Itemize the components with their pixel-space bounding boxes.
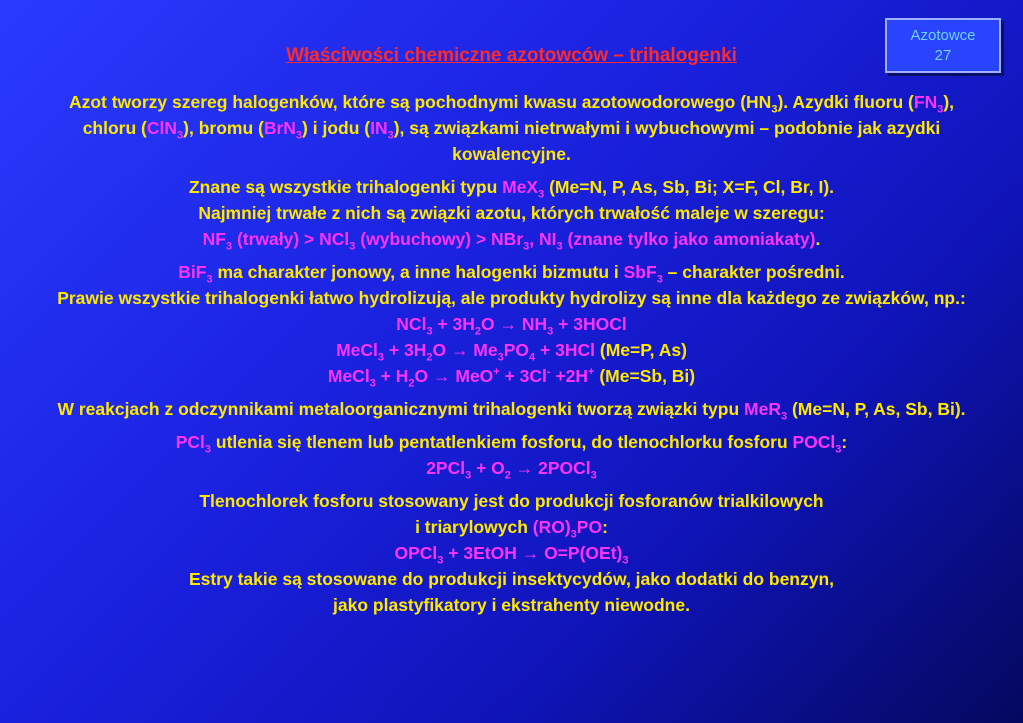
paragraph-tlenochlorek: Tlenochlorek fosforu stosowany jest do produkcji fosforanów trialkilowych i triarylowych $(RO)_3PO$: OPCl$_3$ + 3EtOH → $O=P(OEt)_3$ Estry takie są stosowane do produkcji insektycydów, jako dodatki do benzyn, jako plastyfikatory i ekstrahenty niewodne.	[188, 491, 835, 615]
equation-opcl3: OPCl$_3$ + 3EtOH → $O=P(OEt)_3$	[394, 543, 629, 567]
formula-ro3po: $(RO)_3PO$	[532, 517, 603, 541]
badge-section: Azotowce	[910, 26, 976, 44]
formula-sbf3: SbF$_3$	[623, 262, 663, 286]
formula-fn3: $FN_3$	[913, 92, 944, 116]
badge-number: 27	[934, 46, 952, 64]
page-title: Właściwości chemiczne azotowców – trihalogenki	[286, 45, 737, 66]
paragraph-hydroliza: BiF$_3$ ma charakter jonowy, a inne halogenki bizmutu i SbF$_3$ – charakter pośredni. Prawie wszystkie trihalogenki łatwo hydrolizują, ale produkty hydrolizy są inne dla każdego ze związków, np.: $NCl_3 + 3H_2O \to NH_3$ + 3HOCl MeCl$_3$ + $3H_2O \to Me_3PO_4 + 3HCl$ (Me=P, As) MeCl$_3$ + $H_2O \to MeO^+ + 3Cl^- +2H^+$ (Me=Sb, Bi)	[57, 262, 966, 390]
paragraph-azydki: Azot tworzy szereg halogenków, które są pochodnymi kwasu azotowodorowego $(HN_3)$. Azydki fluoru $(FN_3)$, chloru (ClN$_3$), bromu (BrN$_3$) i jodu $(IN_3)$, są związkami nietrwałymi i wybuchowymi – podobnie jak azydki kowalencyjne.	[68, 92, 955, 164]
paragraph-utlenianie: PCl$_3$ utlenia się tlenem lub pentatlenkiem fosforu, do tlenochlorku fosforu POCl$_3$: $2PCl_3 + O_2$ → 2POCl$_3$	[175, 432, 848, 482]
equation-mecl3-p-as: MeCl$_3$ + $3H_2O \to Me_3PO_4 + 3HCl$	[336, 340, 595, 364]
formula-brn3: BrN$_3$	[263, 118, 303, 142]
formula-bif3: BiF$_3$	[178, 262, 213, 286]
formula-mex3: MeX$_3$	[502, 177, 545, 201]
formula-in3: $IN_3$	[370, 118, 394, 142]
formula-mer3: MeR$_3$	[744, 399, 788, 423]
formula-pocl3: POCl$_3$	[792, 432, 842, 456]
equation-ncl3: $NCl_3 + 3H_2O \to NH_3$ + 3HOCl	[396, 314, 627, 338]
paragraph-metaloorganiczne: W reakcjach z odczynnikami metaloorganicznymi trihalogenki tworzą związki typu MeR$_3$ (Me=N, P, As, Sb, Bi).	[57, 399, 966, 423]
stability-series: $NF_3$ (trwały) > NCl$_3$ (wybuchowy) > NBr$_3$, $NI_3$ (znane tylko jako amoniakaty)	[202, 229, 816, 253]
equation-pcl3-oxidation: $2PCl_3 + O_2$ → 2POCl$_3$	[426, 458, 597, 482]
equation-mecl3-sb-bi: MeCl$_3$ + $H_2O \to MeO^+ + 3Cl^- +2H^+$	[327, 366, 595, 390]
formula-cln3: ClN$_3$	[146, 118, 184, 142]
paragraph-trihalogenki: Znane są wszystkie trihalogenki typu MeX$_3$ (Me=N, P, As, Sb, Bi; X=F, Cl, Br, I). Najmniej trwałe z nich są związki azotu, których trwałość maleje w szeregu: $NF_3$ (trwały) > NCl$_3$ (wybuchowy) > NBr$_3$, $NI_3$ (znane tylko jako amoniakaty).	[188, 177, 835, 253]
slide-content	[40, 89, 983, 625]
formula-pcl3: PCl$_3$	[175, 432, 212, 456]
